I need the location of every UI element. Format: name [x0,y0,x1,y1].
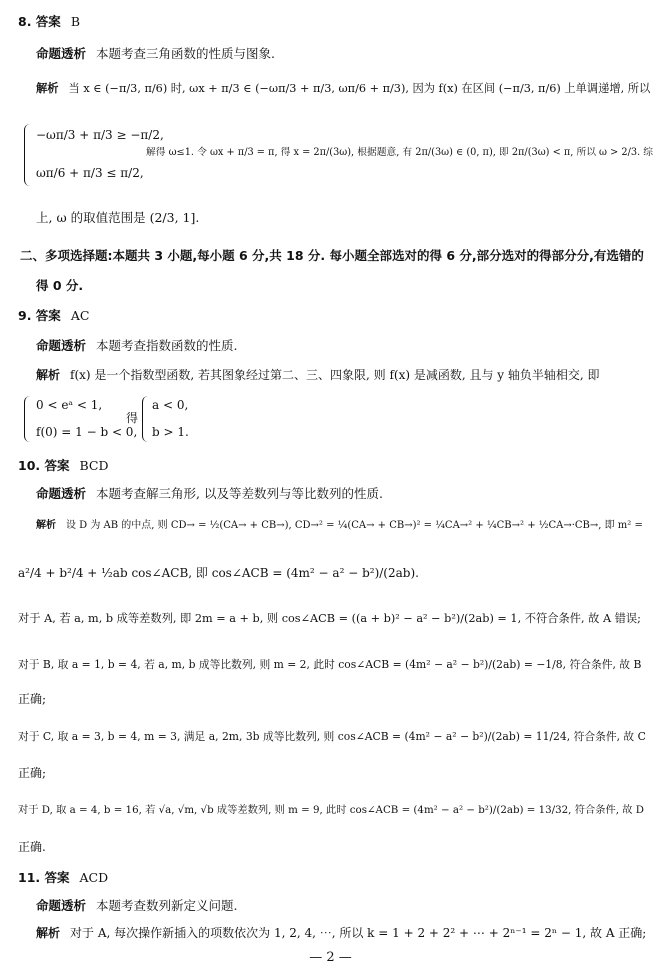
q8-analysis-label: 解析 [36,82,59,95]
q11-answer-line [18,870,108,886]
q9-focus-label: 命题透析 [36,338,87,353]
q9-analysis-label: 解析 [36,368,61,382]
q9-focus: 本题考查指数函数的性质. [96,338,238,353]
q11-focus-label: 命题透析 [36,898,87,913]
q8-analysis-line3: 上, ω 的取值范围是 (2/3, 1]. [36,210,200,225]
q9-result-eq2: b > 1. [152,425,189,439]
q8-answer-line [18,14,80,30]
q8-focus-line [36,46,275,62]
q10-answer-label: 10. 答案 [18,458,70,473]
q9-answer-line [18,308,89,324]
q9-system-eq1: 0 < eᵃ < 1, [36,398,103,412]
q9-result-eq1: a < 0, [152,398,189,412]
q8-analysis-text1: 当 x ∈ (−π/3, π/6) 时, ωx + π/3 ∈ (−ωπ/3 + π/3, ωπ/6 + π/3), 因为 f(x) 在区间 (−π/3, π/6) 上单调递增, 所以 [68,82,651,95]
q11-focus: 本题考查数列新定义问题. [96,898,238,913]
section2-title-line2: 得 0 分. [36,278,84,293]
q10-option-d-cont: 正确. [18,840,46,854]
q9-result-brace [142,396,151,442]
q10-focus: 本题考查解三角形, 以及等差数列与等比数列的性质. [96,486,383,501]
q11-analysis-label: 解析 [36,926,61,940]
q10-answer-line [18,458,109,474]
q11-answer-label: 11. 答案 [18,870,70,885]
q10-option-b: 对于 B, 取 a = 1, b = 4, 若 a, m, b 成等比数列, 则 m = 2, 此时 cos∠ACB = (4m² − a² − b²)/(2ab) = −1/8, 符合条件, 故 B [18,658,642,671]
q8-answer-label: 8. 答案 [18,14,61,29]
q9-analysis-text1: f(x) 是一个指数型函数, 若其图象经过第二、三、四象限, 则 f(x) 是减函数, 且与 y 轴负半轴相交, 即 [70,368,600,382]
q10-answer: BCD [79,458,109,473]
q10-analysis-line1 [36,520,643,533]
q10-focus-label: 命题透析 [36,486,87,501]
q11-analysis-text1: 对于 A, 每次操作新插入的项数依次为 1, 2, 4, ⋯, 所以 k = 1 + 2 + 2² + ⋯ + 2ⁿ⁻¹ = 2ⁿ − 1, 故 A 正确; [70,926,647,940]
q8-system-eq1: −ωπ/3 + π/3 ≥ −π/2, [36,128,164,142]
q10-focus-line [36,486,383,502]
q10-option-b-cont: 正确; [18,692,47,706]
q11-analysis-line1 [36,926,646,941]
q9-get: 得 [126,411,139,425]
q10-option-a: 对于 A, 若 a, m, b 成等差数列, 即 2m = a + b, 则 cos∠ACB = ((a + b)² − a² − b²)/(2ab) = 1, 不符合条件, 故 A 错误; [18,612,641,625]
q11-answer: ACD [79,870,109,885]
q10-analysis-line2: a²/4 + b²/4 + ½ab cos∠ACB, 即 cos∠ACB = (4m² − a² − b²)/(2ab). [18,566,419,580]
q9-analysis-line1 [36,368,600,383]
q8-focus: 本题考查三角函数的性质与图象. [96,46,275,61]
q8-analysis-line1 [36,82,650,96]
q9-answer: AC [70,308,90,323]
section2-title-line1: 二、多项选择题:本题共 3 小题,每小题 6 分,共 18 分. 每小题全部选对的得 6 分,部分选对的得部分分,有选错的 [20,248,644,263]
q8-system-brace [24,124,33,186]
q8-focus-label: 命题透析 [36,46,87,61]
q10-option-c-cont: 正确; [18,766,47,780]
q9-answer-label: 9. 答案 [18,308,61,323]
q10-option-c: 对于 C, 取 a = 3, b = 4, m = 3, 满足 a, 2m, 3b 成等比数列, 则 cos∠ACB = (4m² − a² − b²)/(2ab) = 11/24, 符合条件, 故 C [18,730,646,743]
page-number: — 2 — [309,950,352,965]
q9-system-brace [24,396,33,442]
q8-answer: B [70,14,80,29]
q9-focus-line [36,338,238,354]
q11-focus-line [36,898,238,914]
q10-analysis-text1: 设 D 为 AB 的中点, 则 CD→ = ½(CA→ + CB→), CD→² = ¼(CA→ + CB→)² = ¼CA→² + ¼CB→² + ½CA→·CB→, 即 m² = [66,520,643,531]
q9-system-eq2: f(0) = 1 − b < 0, [36,425,138,439]
q8-analysis-line2: 解得 ω≤1. 令 ωx + π/3 = π, 得 x = 2π/(3ω), 根据题意, 有 2π/(3ω) ∈ (0, π), 即 2π/(3ω) < π, 所以 ω > 2/3. 综 [146,147,654,158]
q10-option-d: 对于 D, 取 a = 4, b = 16, 若 √a, √m, √b 成等差数列, 则 m = 9, 此时 cos∠ACB = (4m² − a² − b²)/(2ab) = 13/32, 符合条件, 故 D [18,804,644,816]
q8-system-eq2: ωπ/6 + π/3 ≤ π/2, [36,166,144,180]
q10-analysis-label: 解析 [36,520,56,531]
